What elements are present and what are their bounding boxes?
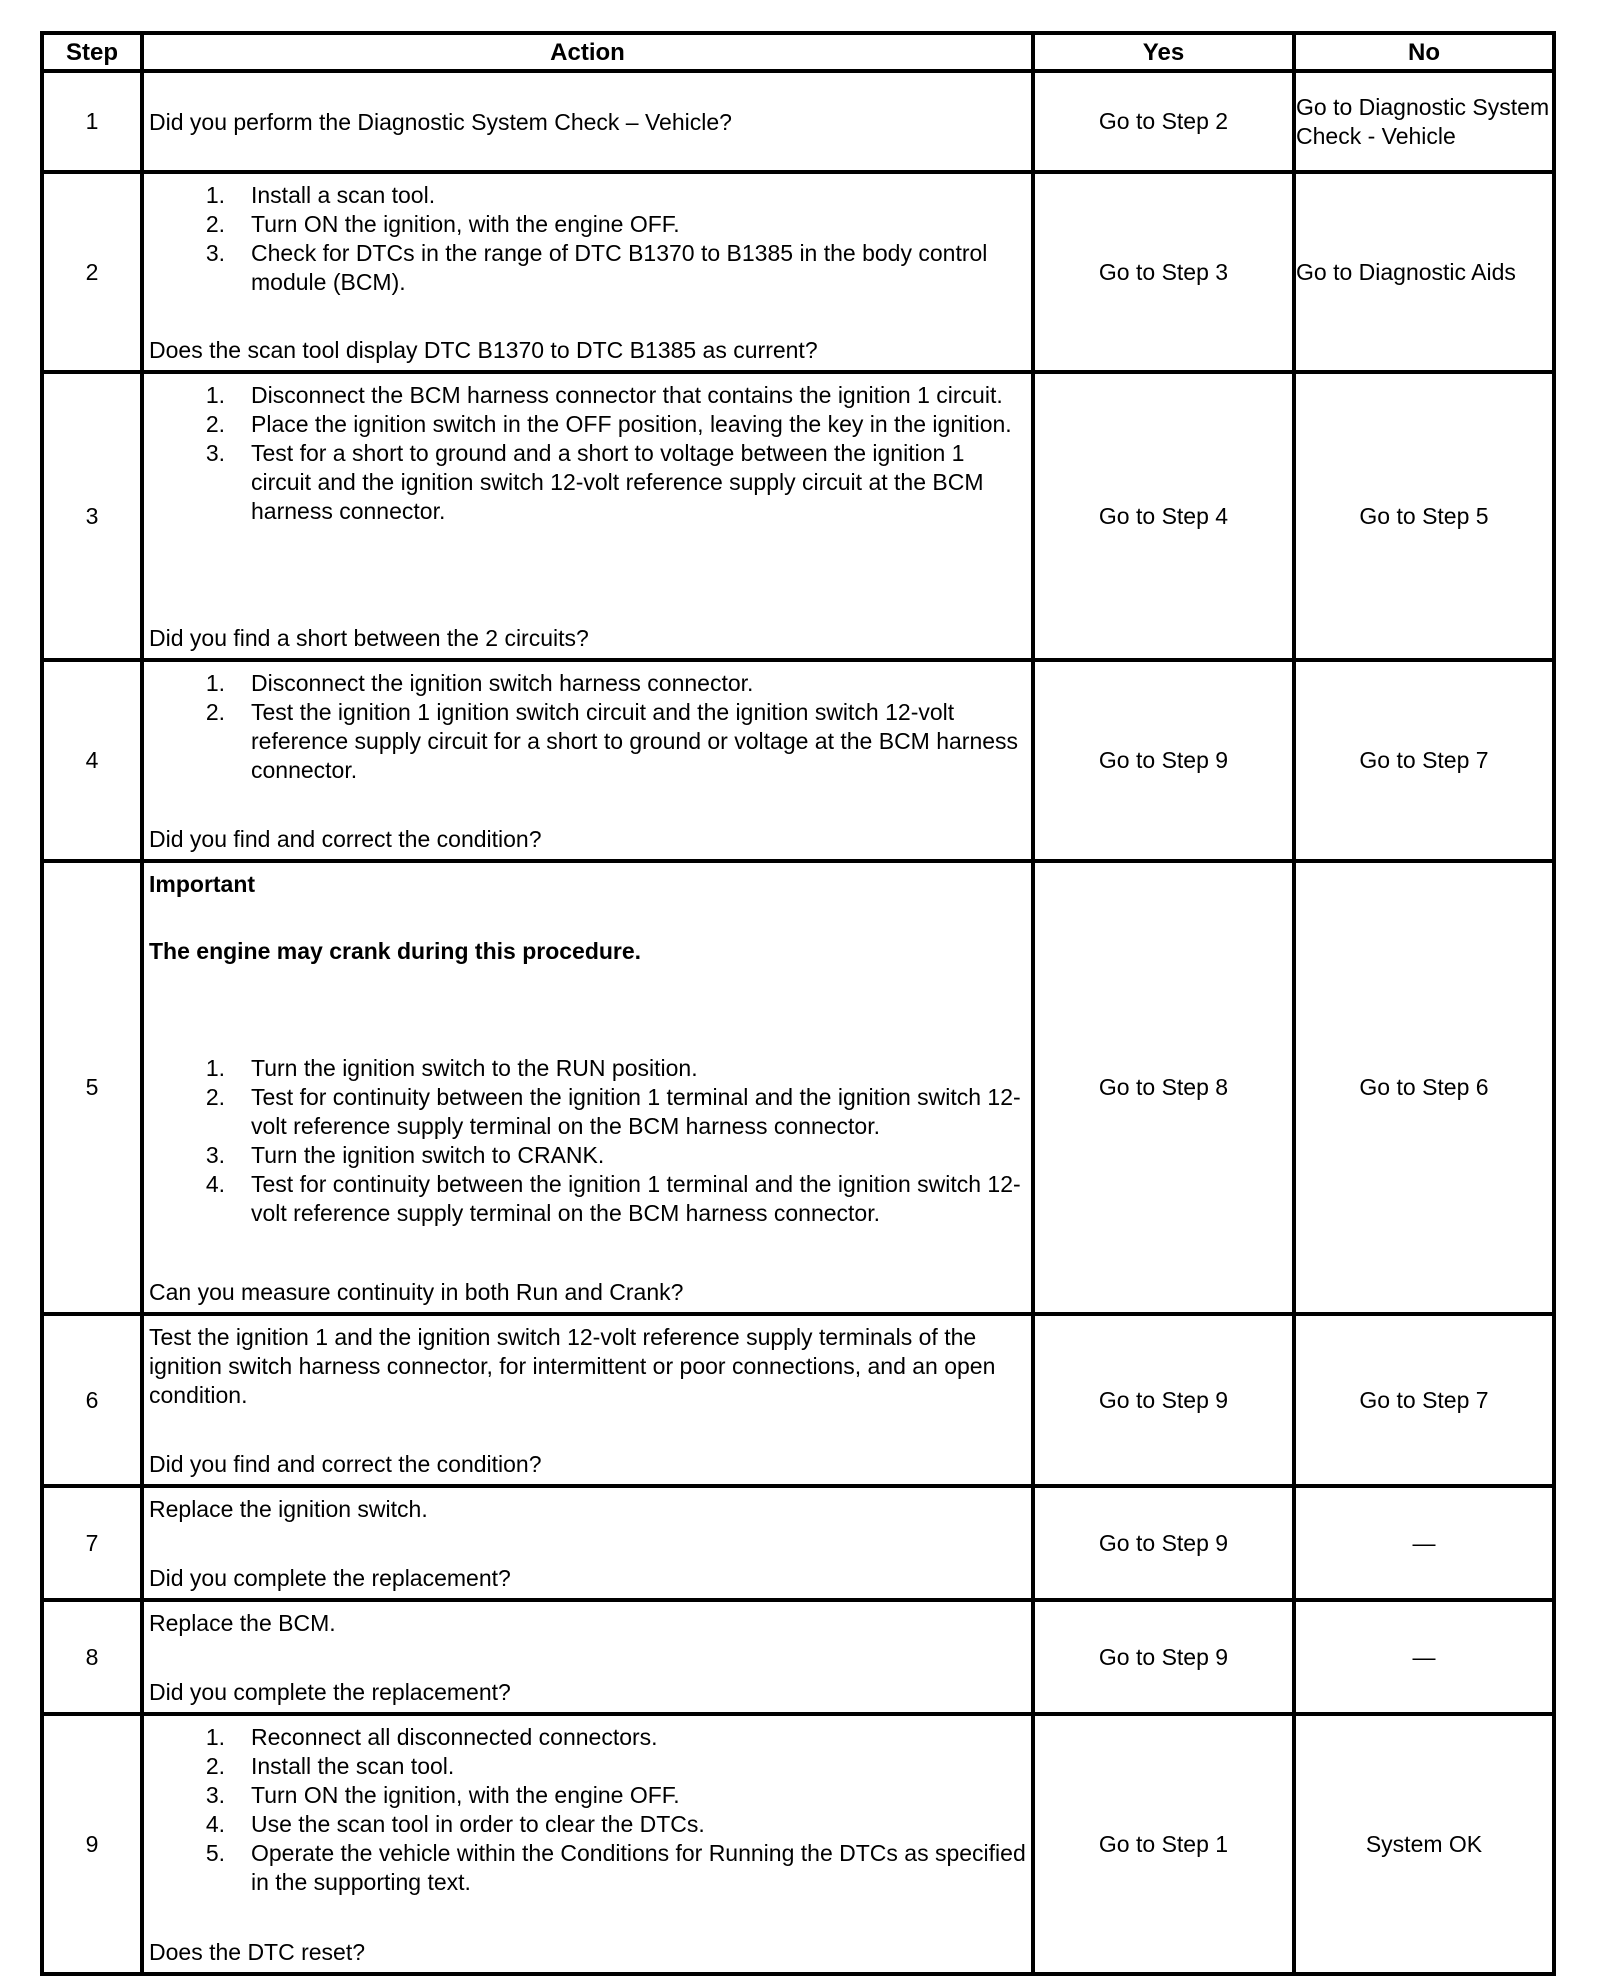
action-question: Can you measure continuity in both Run and Crank? (149, 1279, 684, 1305)
table-row (42, 172, 1554, 372)
no-result: Go to Step 7 (1294, 1314, 1554, 1486)
important-notice (149, 870, 1027, 966)
header-yes: Yes (1033, 33, 1294, 71)
list-item: 1. Turn the ignition switch to the RUN position. (205, 1055, 698, 1081)
list-item: 1. Disconnect the BCM harness connector that contains the ignition 1 circuit. (205, 382, 1003, 408)
action-cell (142, 1714, 1033, 1974)
action-cell (142, 861, 1033, 1314)
table-row (42, 1486, 1554, 1600)
action-cell (142, 1314, 1033, 1486)
action-intro: Test the ignition 1 and the ignition switch 12-volt reference supply terminals of the ignition switch harness connector, for intermittent or poor connections, and an open condition. (149, 1324, 996, 1408)
action-intro: Replace the BCM. (149, 1610, 336, 1636)
diagnostic-table (40, 31, 1556, 1976)
list-item: 3. Test for a short to ground and a short to voltage between the ignition 1 circuit and the ignition switch 12-volt reference supply circuit at the BCM harness connector. (205, 440, 984, 524)
step-number: 5 (42, 861, 142, 1314)
action-question: Did you find a short between the 2 circuits? (149, 625, 589, 651)
action-cell (142, 372, 1033, 660)
action-steps (149, 1723, 1027, 1897)
step-number: 7 (42, 1486, 142, 1600)
list-item: 2. Turn ON the ignition, with the engine OFF. (205, 211, 680, 237)
no-result: Go to Step 6 (1294, 861, 1554, 1314)
yes-result: Go to Step 9 (1033, 1486, 1294, 1600)
yes-result: Go to Step 2 (1033, 71, 1294, 172)
action-steps (149, 1054, 1027, 1228)
list-item: 1. Disconnect the ignition switch harness connector. (205, 670, 754, 696)
step-number: 4 (42, 660, 142, 861)
list-item: 2. Install the scan tool. (205, 1753, 455, 1779)
step-number: 9 (42, 1714, 142, 1974)
action-cell (142, 660, 1033, 861)
yes-result: Go to Step 9 (1033, 660, 1294, 861)
yes-result: Go to Step 4 (1033, 372, 1294, 660)
table-row (42, 1714, 1554, 1974)
important-text: The engine may crank during this procedure. (149, 938, 642, 964)
step-number: 1 (42, 71, 142, 172)
yes-result: Go to Step 9 (1033, 1314, 1294, 1486)
yes-result: Go to Step 8 (1033, 861, 1294, 1314)
header-step: Step (42, 33, 142, 71)
action-question: Does the DTC reset? (149, 1939, 366, 1965)
step-number: 2 (42, 172, 142, 372)
action-steps (149, 181, 1027, 297)
list-item: 4. Use the scan tool in order to clear the DTCs. (205, 1811, 705, 1837)
yes-result: Go to Step 3 (1033, 172, 1294, 372)
action-cell (142, 71, 1033, 172)
table-row (42, 71, 1554, 172)
header-no: No (1294, 33, 1554, 71)
yes-result: Go to Step 9 (1033, 1600, 1294, 1714)
list-item: 3. Turn ON the ignition, with the engine OFF. (205, 1782, 680, 1808)
header-action: Action (142, 33, 1033, 71)
no-result: — (1294, 1486, 1554, 1600)
action-steps (149, 381, 1027, 526)
no-result: Go to Diagnostic System Check - Vehicle (1294, 71, 1554, 172)
list-item: 2. Test for continuity between the ignition 1 terminal and the ignition switch 12-volt reference supply terminal on the BCM harness connector. (205, 1084, 1021, 1139)
list-item: 2. Test the ignition 1 ignition switch circuit and the ignition switch 12-volt reference supply circuit for a short to ground or voltage at the BCM harness connector. (205, 699, 1019, 783)
list-item: 2. Place the ignition switch in the OFF position, leaving the key in the ignition. (205, 411, 1012, 437)
action-steps (149, 669, 1027, 785)
action-question: Did you complete the replacement? (149, 1565, 511, 1591)
list-item: 3. Turn the ignition switch to CRANK. (205, 1142, 605, 1168)
action-cell (142, 172, 1033, 372)
table-row (42, 372, 1554, 660)
action-cell (142, 1600, 1033, 1714)
table-row (42, 1600, 1554, 1714)
step-number: 3 (42, 372, 142, 660)
table-row (42, 660, 1554, 861)
action-intro: Did you perform the Diagnostic System Check – Vehicle? (149, 109, 732, 135)
step-number: 6 (42, 1314, 142, 1486)
yes-result: Go to Step 1 (1033, 1714, 1294, 1974)
table-row (42, 861, 1554, 1314)
list-item: 1. Reconnect all disconnected connectors. (205, 1724, 658, 1750)
action-question: Did you find and correct the condition? (149, 826, 542, 852)
no-result: Go to Step 7 (1294, 660, 1554, 861)
list-item: 5. Operate the vehicle within the Conditions for Running the DTCs as specified in the supporting text. (205, 1840, 1026, 1895)
no-result: Go to Step 5 (1294, 372, 1554, 660)
step-number: 8 (42, 1600, 142, 1714)
action-cell (142, 1486, 1033, 1600)
action-question: Did you complete the replacement? (149, 1679, 511, 1705)
header-row (42, 33, 1554, 71)
list-item: 3. Check for DTCs in the range of DTC B1370 to B1385 in the body control module (BCM). (205, 240, 988, 295)
no-result: Go to Diagnostic Aids (1294, 172, 1554, 372)
list-item: 1. Install a scan tool. (205, 182, 436, 208)
action-intro: Replace the ignition switch. (149, 1496, 428, 1522)
important-title: Important (149, 871, 256, 897)
action-question: Did you find and correct the condition? (149, 1451, 542, 1477)
list-item: 4. Test for continuity between the ignition 1 terminal and the ignition switch 12-volt reference supply terminal on the BCM harness connector. (205, 1171, 1021, 1226)
table-row (42, 1314, 1554, 1486)
no-result: System OK (1294, 1714, 1554, 1974)
action-question: Does the scan tool display DTC B1370 to DTC B1385 as current? (149, 337, 818, 363)
no-result: — (1294, 1600, 1554, 1714)
